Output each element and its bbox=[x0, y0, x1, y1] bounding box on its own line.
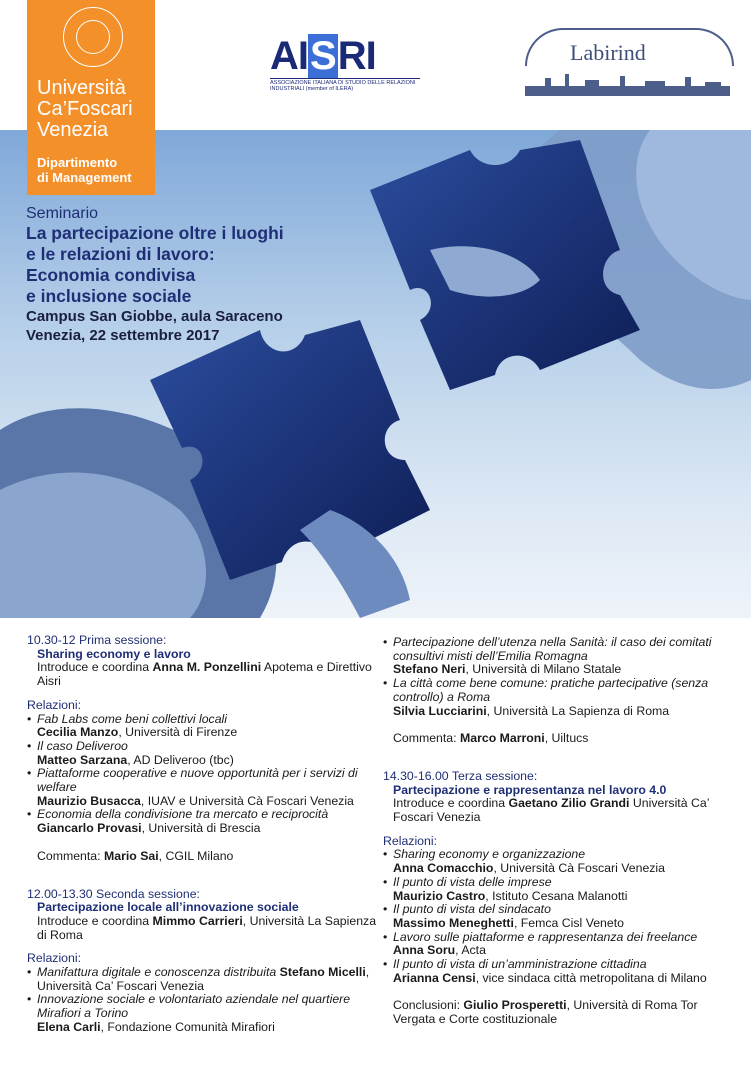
session-title: Partecipazione locale all’innovazione sociale bbox=[37, 900, 299, 915]
program-column-right bbox=[383, 636, 733, 1027]
department-name bbox=[37, 155, 132, 185]
program-column-left bbox=[27, 634, 377, 1035]
session-comment bbox=[37, 850, 377, 864]
speaker-name: Stefano Micelli bbox=[276, 965, 366, 980]
seminar-title-line: e inclusione sociale bbox=[26, 286, 192, 306]
list-item bbox=[383, 677, 733, 718]
session-heading: 10.30-12 Prima sessione: bbox=[27, 633, 167, 647]
list-item bbox=[383, 636, 733, 677]
department-line: Dipartimento bbox=[37, 155, 118, 170]
university-seal-icon bbox=[63, 7, 123, 67]
speaker-name: Anna Soru bbox=[393, 943, 456, 958]
relazioni-heading: Relazioni: bbox=[27, 951, 81, 966]
talk-title: Il punto di vista di un’amministrazione cittadina bbox=[393, 957, 647, 972]
speaker-affiliation: , Università La Sapienza di Roma bbox=[486, 703, 670, 718]
speaker-name: Giulio Prosperetti bbox=[463, 998, 567, 1013]
list-item bbox=[27, 767, 377, 808]
session-intro bbox=[393, 797, 733, 824]
talk-title: Il caso Deliveroo bbox=[37, 738, 128, 753]
speaker-affiliation: , Università di Firenze bbox=[118, 725, 238, 740]
university-name-line: Venezia bbox=[37, 119, 109, 141]
session-heading: 12.00-13.30 Seconda sessione: bbox=[27, 886, 200, 901]
list-item bbox=[27, 808, 377, 835]
speaker-name: Massimo Meneghetti bbox=[393, 915, 514, 930]
aisri-wordmark bbox=[270, 36, 420, 76]
speaker-affiliation: , AD Deliveroo (tbc) bbox=[127, 752, 234, 767]
speaker-affiliation: , CGIL Milano bbox=[158, 848, 234, 863]
talk-title: Partecipazione dell’utenza nella Sanità: il caso dei comitati consultivi misti dell’Emilia Romagna bbox=[393, 635, 712, 663]
speaker-name: Anna M. Ponzellini bbox=[152, 660, 262, 675]
speaker-name: Stefano Neri bbox=[393, 662, 466, 677]
speaker-affiliation: Università Ca’ Foscari Venezia bbox=[393, 796, 709, 825]
speaker-name: Gaetano Zilio Grandi bbox=[508, 796, 630, 811]
speaker-name: Giancarlo Provasi bbox=[37, 821, 142, 836]
speaker-affiliation: , IUAV e Università Cà Foscari Venezia bbox=[140, 793, 354, 808]
speaker-name: Cecilia Manzo bbox=[37, 725, 119, 740]
relazioni-heading: Relazioni: bbox=[27, 697, 81, 712]
speaker-affiliation: , Femca Cisl Veneto bbox=[513, 915, 624, 930]
list-item bbox=[383, 931, 733, 958]
aisri-wordmark-part: S bbox=[310, 34, 336, 78]
intro-prefix: Introduce e coordina bbox=[37, 660, 153, 675]
aisri-subtitle: ASSOCIAZIONE ITALIANA DI STUDIO DELLE RELAZIONI INDUSTRIALI (member of ILERA) bbox=[270, 78, 420, 92]
speaker-affiliation: , vice sindaca città metropolitana di Milano bbox=[475, 970, 707, 985]
university-name-line: Ca’Foscari bbox=[37, 98, 133, 120]
talk-title: Innovazione sociale e volontariato aziendale nel quartiere Mirafiori a Torino bbox=[37, 992, 351, 1021]
comment-prefix: Commenta: bbox=[37, 848, 104, 863]
aisri-wordmark-part: RI bbox=[337, 34, 376, 78]
speaker-affiliation: , Università Ca’ Foscari Venezia bbox=[37, 965, 370, 993]
speaker-affiliation: , Acta bbox=[455, 943, 486, 958]
speaker-affiliation: , Università di Roma Tor Vergata e Corte costituzionale bbox=[393, 998, 698, 1027]
session-conclusions bbox=[393, 999, 733, 1026]
university-name-line: Università bbox=[37, 77, 126, 99]
session-comment bbox=[393, 732, 733, 746]
relazioni-heading: Relazioni: bbox=[383, 833, 437, 848]
session-intro bbox=[37, 661, 377, 688]
talk-title: Sharing economy e organizzazione bbox=[393, 847, 586, 862]
speaker-affiliation: , Fondazione Comunità Mirafiori bbox=[100, 1019, 275, 1034]
aisri-wordmark-part: AI bbox=[270, 34, 308, 78]
list-item bbox=[27, 993, 377, 1034]
seminar-label: Seminario bbox=[26, 205, 99, 222]
speaker-affiliation: , Uiltucs bbox=[544, 731, 589, 746]
seminar-title-block bbox=[26, 204, 406, 345]
intro-prefix: Introduce e coordina bbox=[37, 913, 153, 928]
speaker-name: Matteo Sarzana bbox=[37, 752, 128, 767]
university-name bbox=[37, 78, 133, 141]
list-item bbox=[383, 958, 733, 985]
comment-prefix: Commenta: bbox=[393, 731, 460, 746]
conclusions-prefix: Conclusioni: bbox=[393, 998, 464, 1013]
talk-title: Manifattura digitale e conoscenza distribuita bbox=[37, 965, 277, 980]
intro-prefix: Introduce e coordina bbox=[393, 796, 509, 811]
session-intro bbox=[37, 915, 377, 942]
list-item bbox=[383, 848, 733, 875]
speaker-affiliation: , Università di Brescia bbox=[141, 821, 261, 836]
department-line: di Management bbox=[37, 170, 132, 185]
speaker-affiliation: , Università La Sapienza di Roma bbox=[37, 913, 377, 942]
list-item bbox=[27, 740, 377, 767]
speaker-name: Silvia Lucciarini bbox=[393, 703, 487, 718]
session-heading: 14.30-16.00 Terza sessione: bbox=[383, 768, 538, 783]
session-title: Sharing economy e lavoro bbox=[37, 646, 191, 661]
list-item bbox=[383, 876, 733, 903]
talk-title: Il punto di vista delle imprese bbox=[393, 874, 552, 889]
talk-title: Economia della condivisione tra mercato e reciprocità bbox=[37, 807, 329, 822]
speaker-name: Elena Carli bbox=[37, 1019, 101, 1034]
seminar-title-line: e le relazioni di lavoro: bbox=[26, 244, 215, 264]
seminar-title-line: La partecipazione oltre i luoghi bbox=[26, 223, 284, 243]
header bbox=[0, 0, 751, 185]
speaker-affiliation: , Istituto Cesana Malanotti bbox=[485, 888, 628, 903]
speaker-name: Arianna Censi bbox=[393, 970, 476, 985]
talk-title: Piattaforme cooperative e nuove opportunità per i servizi di welfare bbox=[37, 766, 358, 795]
list-item bbox=[27, 713, 377, 740]
speaker-name: Marco Marroni bbox=[459, 731, 545, 746]
session-title: Partecipazione e rappresentanza nel lavoro 4.0 bbox=[393, 782, 667, 797]
seminar-title bbox=[26, 223, 356, 307]
seminar-date: Venezia, 22 settembre 2017 bbox=[26, 327, 220, 344]
speaker-affiliation: , Università Cà Foscari Venezia bbox=[493, 861, 665, 876]
speaker-name: Mimmo Carrieri bbox=[152, 913, 243, 928]
speaker-name: Anna Comacchio bbox=[393, 861, 494, 876]
talk-title: La città come bene comune: pratiche partecipative (senza controllo) a Roma bbox=[393, 676, 709, 704]
seminar-place: Campus San Giobbe, aula Saraceno bbox=[26, 308, 283, 325]
talk-title: Il punto di vista del sindacato bbox=[393, 902, 551, 917]
aisri-logo bbox=[270, 36, 420, 98]
list-item bbox=[27, 966, 377, 993]
speaker-affiliation: , Università di Milano Statale bbox=[465, 662, 622, 677]
labirind-logo bbox=[525, 28, 730, 98]
seminar-title-line: Economia condivisa bbox=[26, 265, 196, 285]
labirind-name: Labirind bbox=[570, 40, 646, 65]
speaker-affiliation: Apotema e Direttivo Aisri bbox=[37, 660, 372, 689]
list-item bbox=[383, 903, 733, 930]
talk-title: Lavoro sulle piattaforme e rappresentanza dei freelance bbox=[393, 929, 698, 944]
speaker-name: Maurizio Busacca bbox=[37, 793, 141, 808]
speaker-name: Maurizio Castro bbox=[393, 888, 486, 903]
speaker-name: Mario Sai bbox=[103, 848, 159, 863]
skyline-icon bbox=[525, 72, 730, 96]
talk-title: Fab Labs come beni collettivi locali bbox=[37, 711, 228, 726]
ca-foscari-logo bbox=[27, 0, 155, 195]
